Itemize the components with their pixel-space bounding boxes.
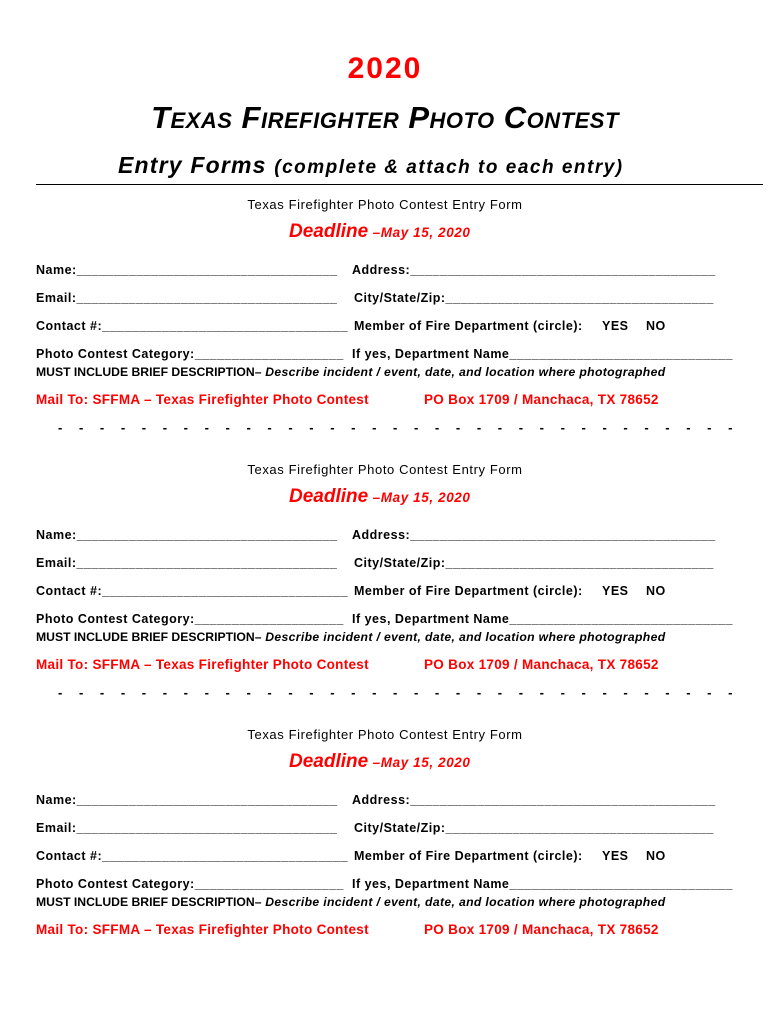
description-instruction (36, 895, 666, 909)
contact-line[interactable]: _________________________________ (102, 584, 349, 598)
title-rule (36, 184, 763, 185)
yes-option[interactable]: YES (602, 584, 629, 598)
name-field[interactable] (36, 263, 338, 277)
yes-option[interactable]: YES (602, 319, 629, 333)
city-label: City/State/Zip: (354, 821, 446, 835)
name-label: Name: (36, 528, 77, 542)
email-line[interactable]: ___________________________________ (76, 821, 338, 835)
entry-form-1 (0, 197, 770, 467)
name-label: Name: (36, 263, 77, 277)
description-instruction (36, 630, 666, 644)
contact-field[interactable] (36, 584, 348, 598)
no-option[interactable]: NO (646, 319, 666, 333)
deadline-date: –May 15, 2020 (372, 225, 471, 240)
must-description: Describe incident / event, date, and location where photographed (261, 630, 666, 644)
yes-option[interactable]: YES (602, 849, 629, 863)
subtitle-main: Entry Forms (118, 152, 267, 178)
department-line[interactable]: ______________________________ (509, 877, 733, 891)
form-heading: Texas Firefighter Photo Contest Entry Form (247, 197, 523, 212)
address-line[interactable]: _________________________________________ (410, 793, 716, 807)
po-box: PO Box 1709 / Manchaca, TX 78652 (424, 657, 659, 672)
city-field[interactable] (354, 556, 714, 570)
address-field[interactable] (352, 528, 716, 542)
mail-to: Mail To: SFFMA – Texas Firefighter Photo Contest (36, 392, 369, 407)
city-label: City/State/Zip: (354, 291, 446, 305)
contact-line[interactable]: _________________________________ (102, 849, 349, 863)
city-field[interactable] (354, 821, 714, 835)
deadline-label: Deadline (289, 486, 369, 507)
must-description: Describe incident / event, date, and location where photographed (261, 365, 666, 379)
email-field[interactable] (36, 291, 337, 305)
contest-year: 2020 (347, 52, 423, 85)
entry-forms-subtitle (118, 152, 624, 179)
deadline (289, 486, 471, 508)
description-instruction (36, 365, 666, 379)
department-label: If yes, Department Name (352, 877, 510, 891)
deadline-label: Deadline (289, 221, 369, 242)
member-label: Member of Fire Department (circle): (354, 584, 583, 598)
mail-to: Mail To: SFFMA – Texas Firefighter Photo Contest (36, 657, 369, 672)
entry-form-2 (0, 462, 770, 732)
address-label: Address: (352, 793, 411, 807)
department-field[interactable] (352, 347, 733, 361)
deadline-date: –May 15, 2020 (372, 755, 471, 770)
city-line[interactable]: ____________________________________ (445, 291, 714, 305)
category-line[interactable]: ____________________ (194, 612, 344, 626)
contact-field[interactable] (36, 849, 348, 863)
address-line[interactable]: _________________________________________ (410, 263, 716, 277)
no-option[interactable]: NO (646, 584, 666, 598)
contact-label: Contact #: (36, 584, 103, 598)
email-line[interactable]: ___________________________________ (76, 291, 338, 305)
email-label: Email: (36, 556, 77, 570)
cut-line: - - - - - - - - - - - - - - - - - - - - - - - - - - - - - - - - - (58, 420, 733, 435)
deadline (289, 221, 471, 243)
name-label: Name: (36, 793, 77, 807)
name-line[interactable]: ___________________________________ (76, 263, 338, 277)
address-label: Address: (352, 528, 411, 542)
email-field[interactable] (36, 556, 337, 570)
name-field[interactable] (36, 528, 338, 542)
category-field[interactable] (36, 612, 344, 626)
department-label: If yes, Department Name (352, 347, 510, 361)
address-field[interactable] (352, 793, 716, 807)
contest-title: Texas Firefighter Photo Contest (151, 100, 619, 135)
email-label: Email: (36, 821, 77, 835)
department-field[interactable] (352, 877, 733, 891)
name-line[interactable]: ___________________________________ (76, 528, 338, 542)
deadline (289, 751, 471, 773)
department-label: If yes, Department Name (352, 612, 510, 626)
category-field[interactable] (36, 347, 344, 361)
form-heading: Texas Firefighter Photo Contest Entry Form (247, 462, 523, 477)
no-option[interactable]: NO (646, 849, 666, 863)
category-field[interactable] (36, 877, 344, 891)
city-line[interactable]: ____________________________________ (445, 556, 714, 570)
subtitle-note: (complete & attach to each entry) (274, 157, 624, 178)
entry-form-3 (0, 727, 770, 997)
city-field[interactable] (354, 291, 714, 305)
address-line[interactable]: _________________________________________ (410, 528, 716, 542)
department-line[interactable]: ______________________________ (509, 347, 733, 361)
cut-line: - - - - - - - - - - - - - - - - - - - - - - - - - - - - - - - - - (58, 685, 733, 700)
contact-field[interactable] (36, 319, 348, 333)
contact-label: Contact #: (36, 319, 103, 333)
category-label: Photo Contest Category: (36, 877, 195, 891)
member-label: Member of Fire Department (circle): (354, 849, 583, 863)
email-label: Email: (36, 291, 77, 305)
address-label: Address: (352, 263, 411, 277)
category-label: Photo Contest Category: (36, 347, 195, 361)
email-field[interactable] (36, 821, 337, 835)
address-field[interactable] (352, 263, 716, 277)
department-line[interactable]: ______________________________ (509, 612, 733, 626)
category-line[interactable]: ____________________ (194, 877, 344, 891)
member-label: Member of Fire Department (circle): (354, 319, 583, 333)
contact-line[interactable]: _________________________________ (102, 319, 349, 333)
city-line[interactable]: ____________________________________ (445, 821, 714, 835)
category-line[interactable]: ____________________ (194, 347, 344, 361)
must-label: MUST INCLUDE BRIEF DESCRIPTION– (36, 895, 262, 909)
deadline-date: –May 15, 2020 (372, 490, 471, 505)
must-label: MUST INCLUDE BRIEF DESCRIPTION– (36, 630, 262, 644)
name-line[interactable]: ___________________________________ (76, 793, 338, 807)
name-field[interactable] (36, 793, 338, 807)
form-heading: Texas Firefighter Photo Contest Entry Form (247, 727, 523, 742)
city-label: City/State/Zip: (354, 556, 446, 570)
mail-to: Mail To: SFFMA – Texas Firefighter Photo Contest (36, 922, 369, 937)
po-box: PO Box 1709 / Manchaca, TX 78652 (424, 392, 659, 407)
deadline-label: Deadline (289, 751, 369, 772)
email-line[interactable]: ___________________________________ (76, 556, 338, 570)
department-field[interactable] (352, 612, 733, 626)
po-box: PO Box 1709 / Manchaca, TX 78652 (424, 922, 659, 937)
contact-label: Contact #: (36, 849, 103, 863)
category-label: Photo Contest Category: (36, 612, 195, 626)
must-label: MUST INCLUDE BRIEF DESCRIPTION– (36, 365, 262, 379)
must-description: Describe incident / event, date, and location where photographed (261, 895, 666, 909)
